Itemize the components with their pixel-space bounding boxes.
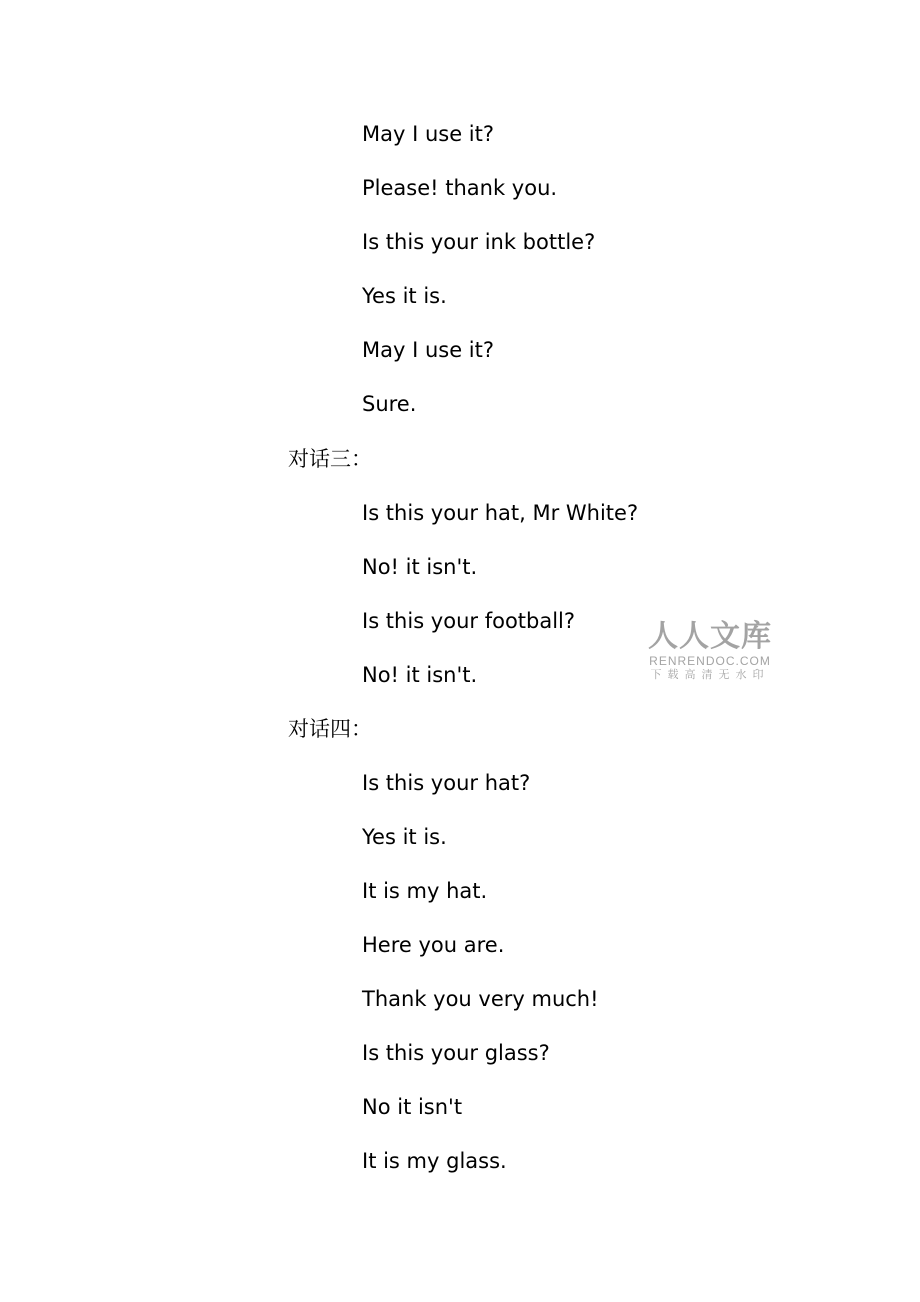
section-heading-three: 对话三： — [288, 447, 372, 471]
dialogue-line: Sure. — [362, 392, 417, 416]
dialogue-line: Is this your hat? — [362, 771, 531, 795]
dialogue-line: Is this your football? — [362, 609, 576, 633]
dialogue-line: It is my glass. — [362, 1149, 507, 1173]
dialogue-line: Is this your glass? — [362, 1041, 550, 1065]
dialogue-line: Is this your ink bottle? — [362, 230, 596, 254]
dialogue-line: Yes it is. — [362, 825, 447, 849]
dialogue-line: Yes it is. — [362, 284, 447, 308]
watermark-domain: RENRENDOC.COM — [649, 654, 771, 668]
dialogue-line: May I use it? — [362, 338, 495, 362]
section-heading-four: 对话四： — [288, 717, 372, 741]
dialogue-line: Thank you very much! — [362, 987, 599, 1011]
watermark-logo — [646, 620, 774, 682]
dialogue-line: No it isn't — [362, 1095, 463, 1119]
dialogue-line: Please! thank you. — [362, 176, 558, 200]
watermark-tagline: 下载高清无水印 — [650, 668, 770, 681]
dialogue-line: No! it isn't. — [362, 663, 478, 687]
watermark-title: 人人文库 — [648, 619, 772, 654]
dialogue-line: Here you are. — [362, 933, 505, 957]
dialogue-line: May I use it? — [362, 122, 495, 146]
dialogue-line: No! it isn't. — [362, 555, 478, 579]
dialogue-line: It is my hat. — [362, 879, 488, 903]
dialogue-line: Is this your hat, Mr White? — [362, 501, 639, 525]
